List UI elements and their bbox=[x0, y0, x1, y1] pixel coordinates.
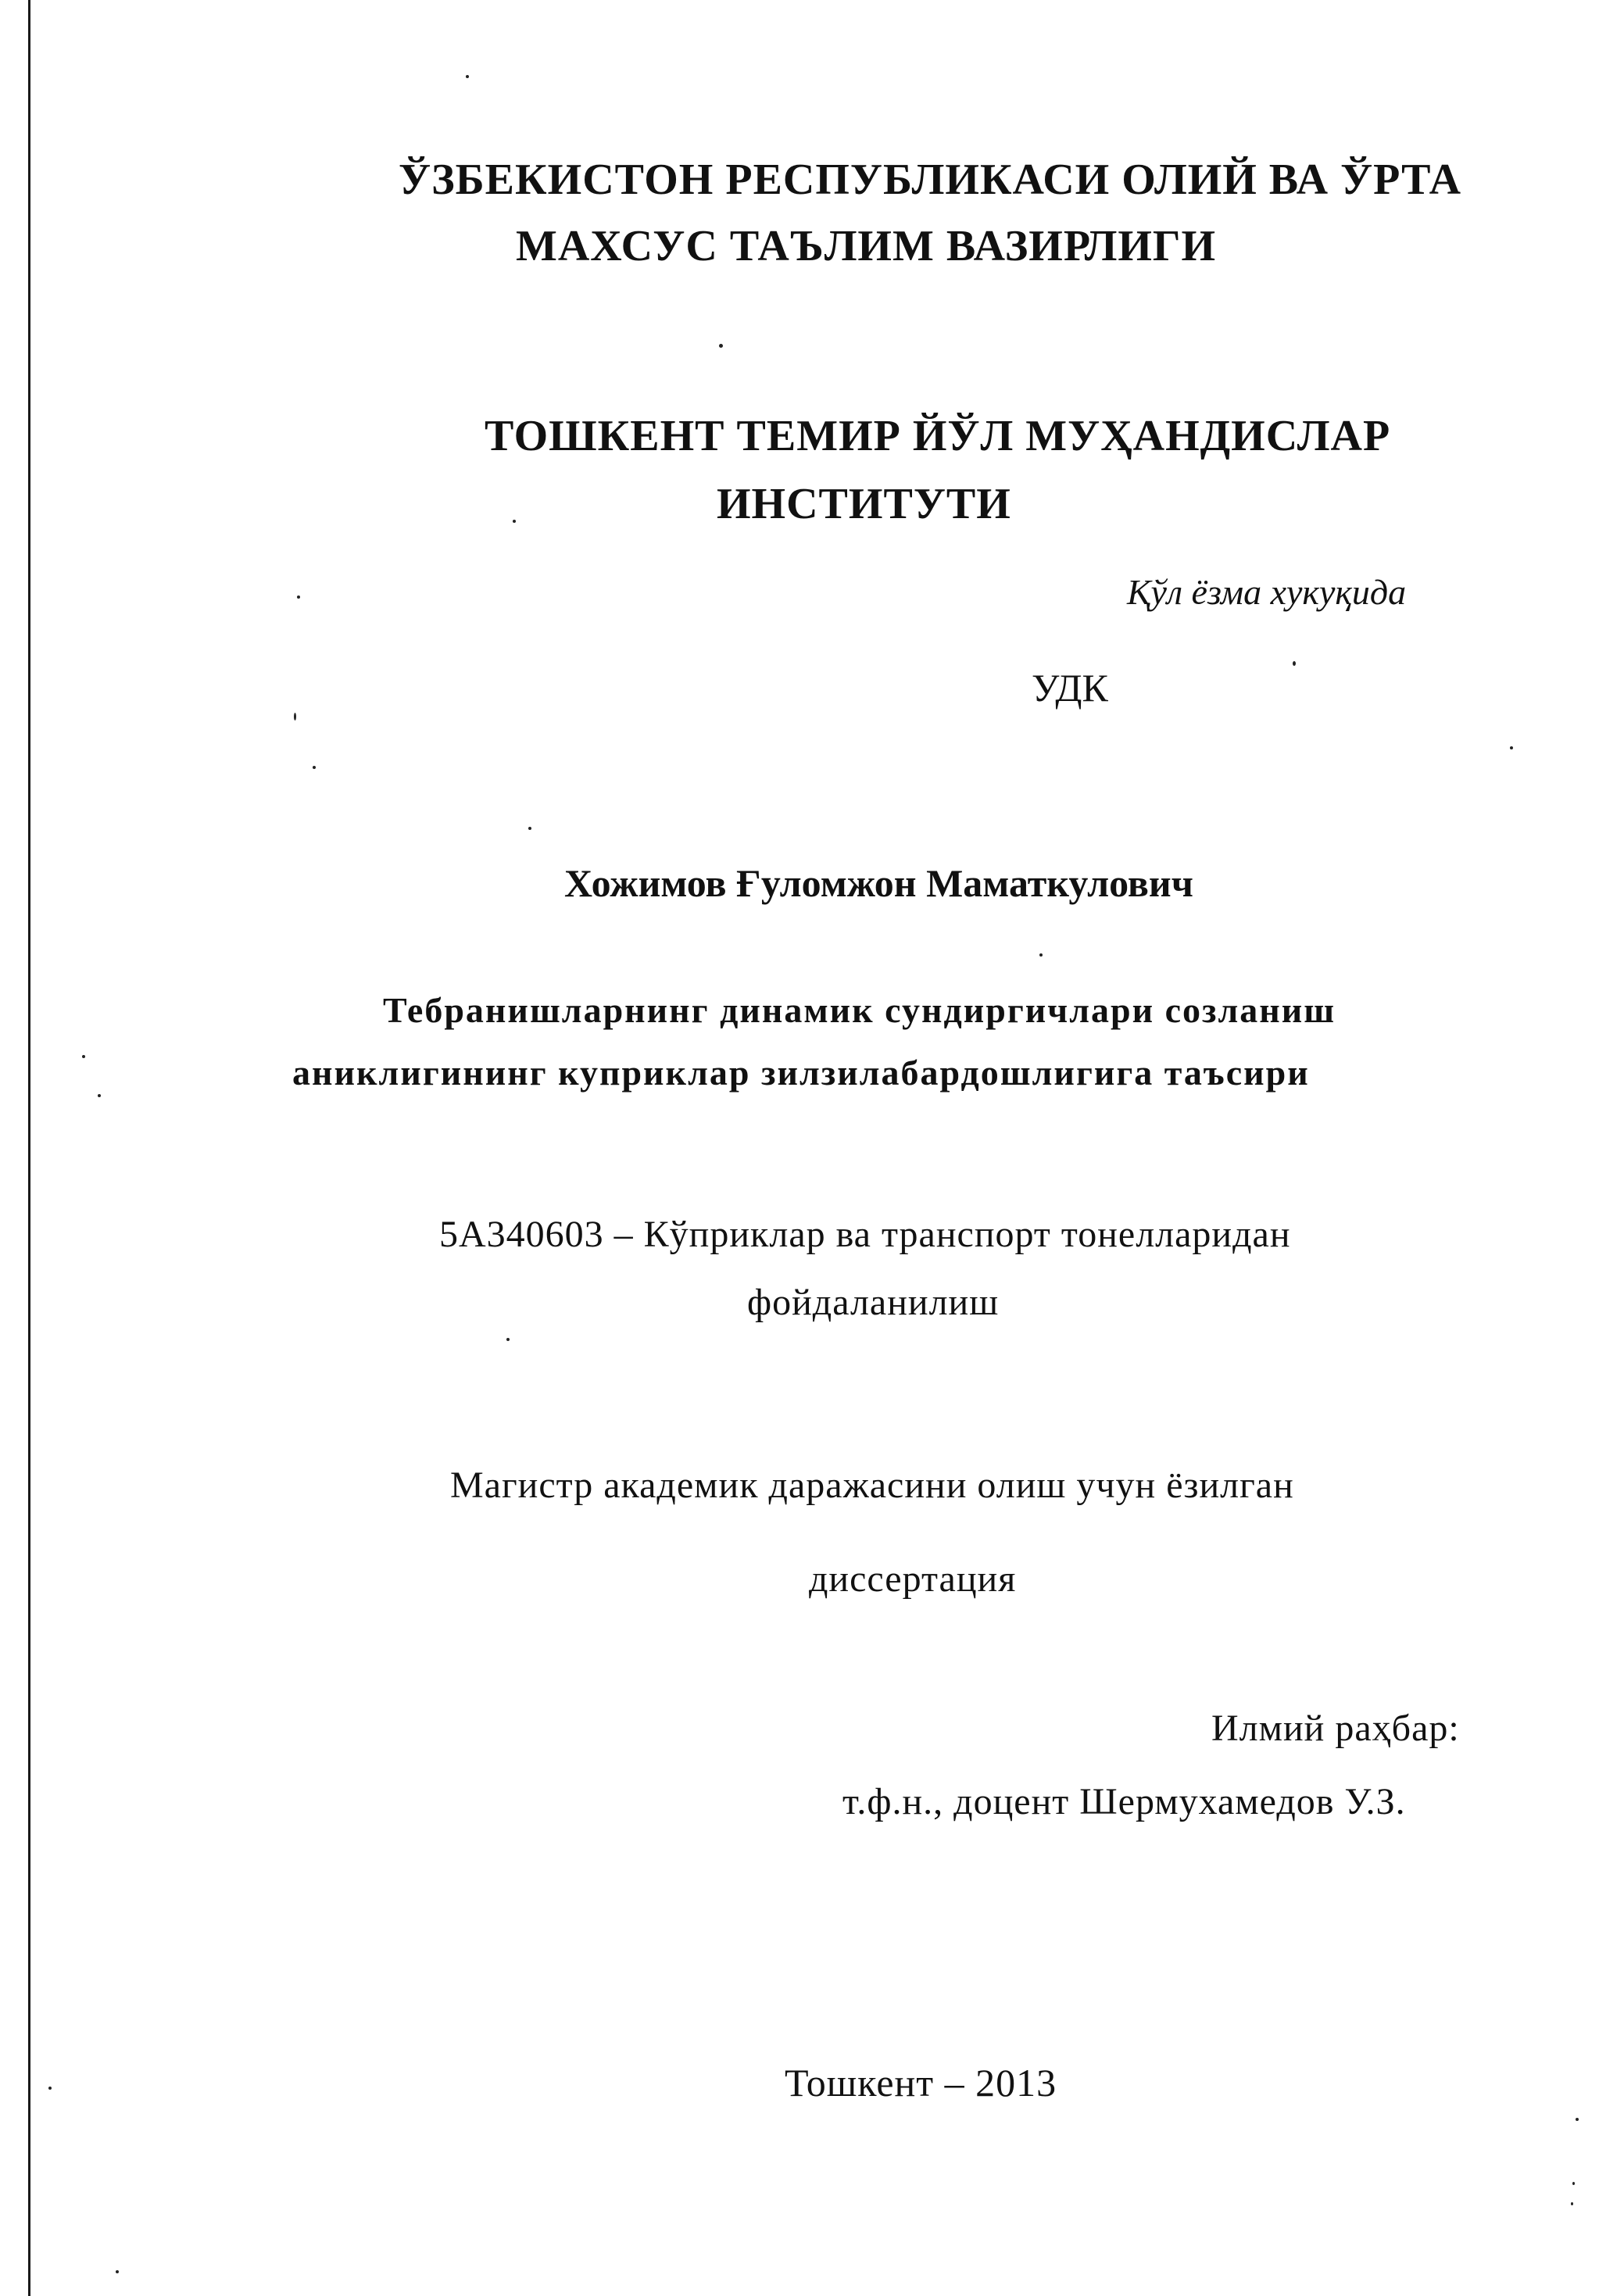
specialty-line-2: фойдаланилиш bbox=[747, 1282, 1000, 1323]
scan-speck bbox=[466, 75, 469, 78]
supervisor-name: т.ф.н., доцент Шермухамедов У.З. bbox=[842, 1781, 1406, 1822]
page-left-edge bbox=[28, 0, 30, 2296]
scan-speck bbox=[82, 1055, 85, 1058]
ministry-name-line-1: ЎЗБЕКИСТОН РЕСПУБЛИКАСИ ОЛИЙ ВА ЎРТА bbox=[399, 156, 1462, 204]
scan-speck bbox=[513, 520, 516, 523]
scan-speck bbox=[719, 344, 723, 348]
specialty-line-1: 5А340603 – Кўприклар ва транспорт тонелларидан bbox=[439, 1214, 1291, 1255]
ministry-name-line-2: МАХСУС ТАЪЛИМ ВАЗИРЛИГИ bbox=[516, 222, 1217, 270]
scan-speck bbox=[1572, 2182, 1575, 2185]
scan-speck bbox=[1510, 746, 1513, 749]
scan-speck bbox=[116, 2270, 119, 2273]
scan-speck bbox=[506, 1338, 510, 1341]
scan-speck bbox=[1293, 661, 1296, 666]
supervisor-label: Илмий раҳбар: bbox=[1211, 1708, 1460, 1749]
scan-speck bbox=[1571, 2202, 1573, 2205]
degree-statement-line-1: Магистр академик даражасини олиш учун ёзилган bbox=[450, 1465, 1294, 1506]
author-name: Хожимов Ғуломжон Маматкулович bbox=[564, 861, 1193, 905]
city-and-year: Тошкент – 2013 bbox=[785, 2061, 1057, 2105]
scan-speck bbox=[294, 713, 296, 721]
institute-name-line-2: ИНСТИТУТИ bbox=[717, 480, 1011, 528]
thesis-title-line-1: Тебранишларнинг динамик сундиргичлари созланиш bbox=[383, 990, 1336, 1030]
scan-speck bbox=[98, 1094, 101, 1097]
scan-speck bbox=[1039, 953, 1043, 957]
degree-statement-line-2: диссертация bbox=[809, 1558, 1017, 1600]
scan-speck bbox=[297, 595, 300, 599]
scan-speck bbox=[48, 2087, 52, 2090]
scan-speck bbox=[1576, 2118, 1579, 2121]
institute-name-line-1: ТОШКЕНТ ТЕМИР ЙЎЛ МУҲАНДИСЛАР bbox=[485, 412, 1391, 460]
udk-label: УДК bbox=[1032, 666, 1108, 710]
scan-speck bbox=[528, 827, 531, 830]
thesis-title-line-2: аниклигининг куприклар зилзилабардошлигига таъсири bbox=[292, 1053, 1310, 1093]
scan-speck bbox=[313, 766, 316, 769]
manuscript-rights-note: Қўл ёзма хукуқида bbox=[1127, 572, 1407, 612]
